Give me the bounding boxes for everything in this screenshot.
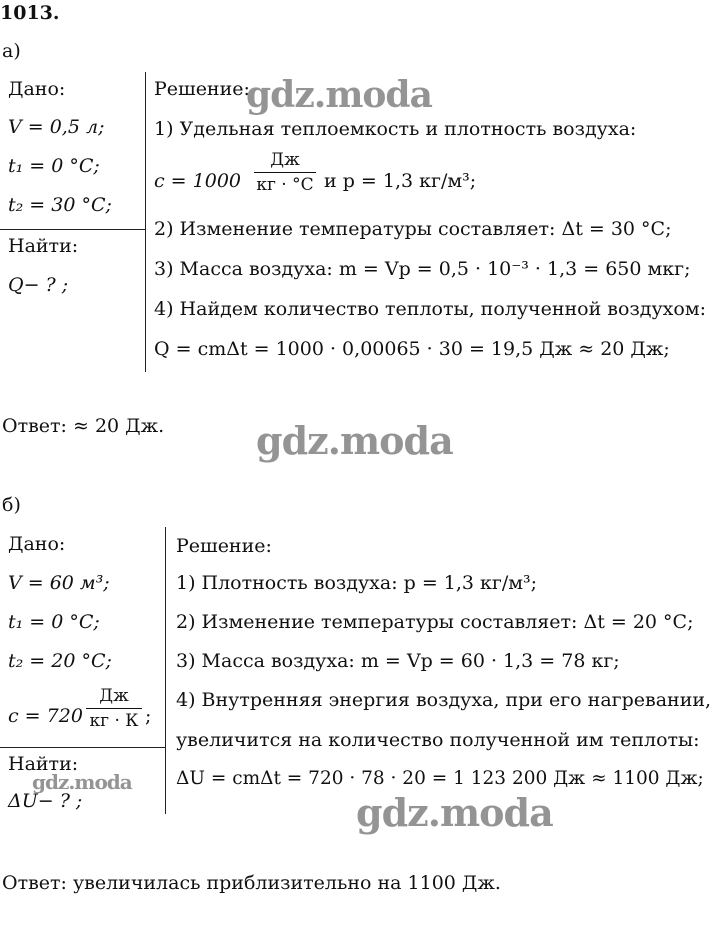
part-a-step-1: 1) Удельная теплоемкость и плотность воздуха: <box>154 118 637 140</box>
part-b-given-volume: V = 60 м³; <box>8 572 110 594</box>
part-a-find-title: Найти: <box>8 235 79 257</box>
part-a-step-4: 4) Найдем количество теплоты, полученной воздухом: <box>154 298 707 320</box>
part-b-step-4: 4) Внутренняя энергия воздуха, при его нагревании, <box>176 689 712 711</box>
part-b-find-du: ΔU− ? ; <box>8 790 83 812</box>
part-b-given-t1: t₁ = 0 °C; <box>8 611 100 633</box>
part-b-step-2: 2) Изменение температуры составляет: Δt = 20 °C; <box>176 611 694 633</box>
part-a-divider-horizontal <box>0 229 146 230</box>
part-b-fraction-bar <box>86 708 142 709</box>
part-b-result: ΔU = cmΔt = 720 · 78 · 20 = 1 123 200 Дж ≈ 1100 Дж; <box>176 768 704 789</box>
part-a-find-q: Q− ? ; <box>8 274 69 296</box>
part-a-step-3: 3) Масса воздуха: m = Vp = 0,5 · 10⁻³ · 1,3 = 650 мкг; <box>154 258 691 280</box>
part-a-c-value: c = 1000 <box>154 170 241 192</box>
part-a-c-unit-numerator: Дж <box>270 150 300 170</box>
watermark-logo: gdz.moda <box>246 74 432 116</box>
part-b-solution-title: Решение: <box>176 535 272 557</box>
part-a-divider-vertical <box>145 72 146 372</box>
problem-number: 1013. <box>0 2 60 24</box>
part-b-c-unit-numerator: Дж <box>99 686 129 706</box>
part-a-step-2: 2) Изменение температуры составляет: Δt = 30 °C; <box>154 218 672 240</box>
part-a-fraction-bar <box>254 172 316 173</box>
part-b-answer: Ответ: увеличилась приблизительно на 1100 Дж. <box>2 872 501 894</box>
part-a-density: и p = 1,3 кг/м³; <box>324 170 477 192</box>
watermark-logo: gdz.moda <box>256 418 453 463</box>
part-b-label: б) <box>2 494 21 516</box>
watermark-logo: gdz.moda <box>32 770 132 794</box>
part-b-c-unit-denominator: кг · К <box>89 711 139 731</box>
part-b-given-t2: t₂ = 20 °C; <box>8 650 112 672</box>
part-a-answer: Ответ: ≈ 20 Дж. <box>2 415 165 437</box>
part-b-step-1: 1) Плотность воздуха: p = 1,3 кг/м³; <box>176 572 538 594</box>
part-b-divider-horizontal <box>0 747 166 748</box>
part-b-given-title: Дано: <box>8 533 66 555</box>
part-b-step-3: 3) Масса воздуха: m = Vp = 60 · 1,3 = 78 кг; <box>176 650 620 672</box>
part-b-c-suffix: ; <box>145 705 152 727</box>
part-a-given-title: Дано: <box>8 78 66 100</box>
part-a-label: а) <box>2 40 21 62</box>
part-b-find-title: Найти: <box>8 753 79 775</box>
part-a-result: Q = cmΔt = 1000 · 0,00065 · 30 = 19,5 Дж ≈ 20 Дж; <box>154 338 670 360</box>
part-a-c-unit-fraction <box>254 150 316 195</box>
part-b-step-4-cont: увеличится на количество полученной им теплоты: <box>176 729 700 751</box>
part-a-given-volume: V = 0,5 л; <box>8 116 105 138</box>
part-a-c-unit-denominator: кг · °C <box>256 175 314 195</box>
part-a-given-t2: t₂ = 30 °C; <box>8 194 112 216</box>
part-b-divider-vertical <box>165 527 166 814</box>
watermark-logo: gdz.moda <box>356 790 553 835</box>
part-b-given-c: c = 720 <box>8 705 83 727</box>
part-b-c-unit-fraction <box>86 686 142 731</box>
part-a-solution-title: Решение: <box>154 78 250 100</box>
part-a-given-t1: t₁ = 0 °C; <box>8 155 100 177</box>
